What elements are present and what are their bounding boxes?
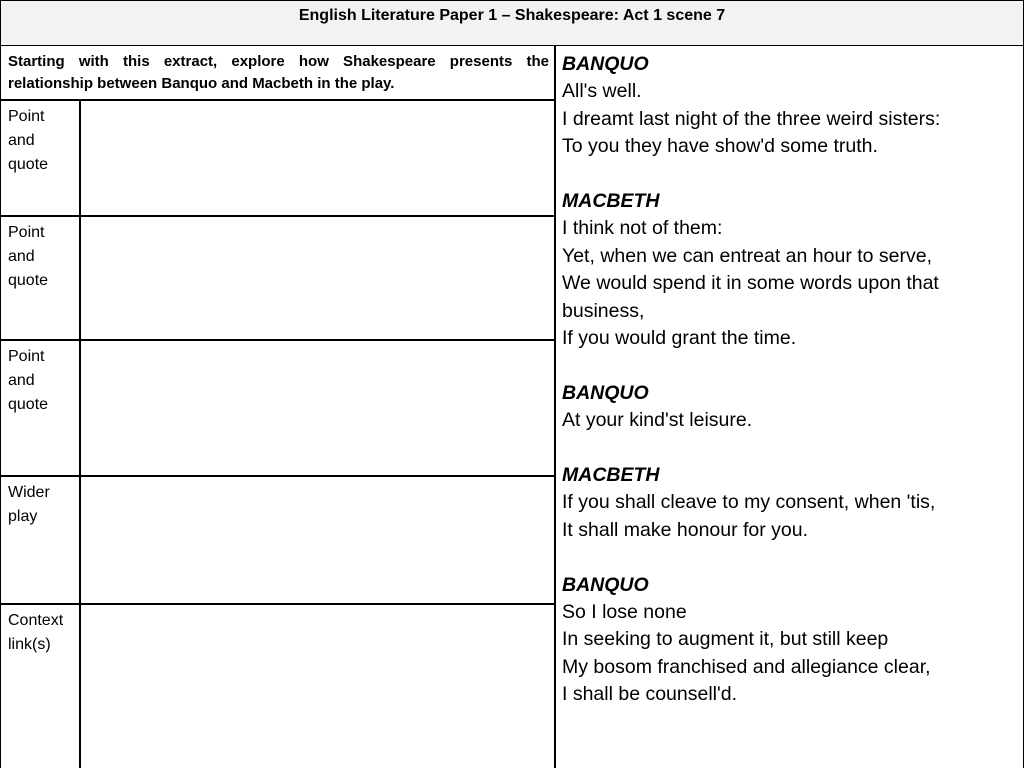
- answer-box[interactable]: [81, 341, 555, 475]
- row-label-line: quote: [8, 272, 49, 289]
- speaker-name: BANQUO: [562, 573, 649, 596]
- row-label: [1, 477, 81, 603]
- answer-box[interactable]: [81, 605, 555, 768]
- row-label-line: and: [8, 372, 35, 389]
- extract-panel: [556, 45, 1024, 768]
- response-column: [0, 45, 556, 768]
- speaker-name: MACBETH: [562, 190, 660, 213]
- extract-line: If you shall cleave to my consent, when 'tis,: [562, 491, 936, 514]
- answer-box[interactable]: [81, 101, 555, 215]
- spacer: [562, 544, 1023, 571]
- answer-box[interactable]: [81, 217, 555, 339]
- row-label-line: Wider: [8, 484, 50, 501]
- extract-line: I shall be counsell'd.: [562, 683, 737, 706]
- response-row-context: [1, 605, 555, 768]
- row-label-line: Point: [8, 224, 45, 241]
- question-prompt: Starting with this extract, explore how Shakespeare presents the relationship between Banquo and Macbeth in the play.: [1, 45, 555, 101]
- response-row-point-2: [1, 217, 555, 341]
- row-label-line: quote: [8, 396, 49, 413]
- extract-line: Yet, when we can entreat an hour to serve,: [562, 244, 933, 267]
- answer-box[interactable]: [81, 477, 555, 603]
- extract-line: I dreamt last night of the three weird sisters:: [562, 107, 941, 130]
- speaker-name: BANQUO: [562, 53, 649, 75]
- row-label: [1, 605, 81, 768]
- extract-line: We would spend it in some words upon that: [562, 272, 939, 295]
- row-label-line: and: [8, 248, 35, 265]
- row-label-line: and: [8, 132, 35, 149]
- extract-line: To you they have show'd some truth.: [562, 135, 878, 158]
- spacer: [562, 435, 1023, 462]
- row-label-line: quote: [8, 156, 49, 173]
- row-label: [1, 101, 81, 215]
- extract-line: At your kind'st leisure.: [562, 409, 753, 432]
- row-label: [1, 217, 81, 339]
- extract-line: I think not of them:: [562, 217, 723, 240]
- row-label-line: Context: [8, 612, 64, 629]
- extract-line: It shall make honour for you.: [562, 518, 809, 541]
- extract-line: My bosom franchised and allegiance clear,: [562, 655, 931, 678]
- speaker-name: MACBETH: [562, 464, 660, 487]
- extract-line: If you would grant the time.: [562, 327, 797, 350]
- row-label-line: Point: [8, 108, 45, 125]
- response-row-point-1: [1, 101, 555, 217]
- spacer: [562, 161, 1023, 188]
- page-title: English Literature Paper 1 – Shakespeare: Act 1 scene 7: [298, 7, 726, 24]
- spacer: [562, 352, 1023, 379]
- row-label-line: play: [8, 508, 38, 525]
- extract-line: In seeking to augment it, but still keep: [562, 628, 889, 651]
- row-label-line: link(s): [8, 636, 51, 653]
- response-row-wider-play: [1, 477, 555, 605]
- response-row-point-3: [1, 341, 555, 477]
- row-label-line: Point: [8, 348, 45, 365]
- extract-line: So I lose none: [562, 601, 687, 624]
- header-bar: [0, 0, 1024, 46]
- row-label: [1, 341, 81, 475]
- extract-line: All's well.: [562, 80, 642, 103]
- speaker-name: BANQUO: [562, 381, 649, 404]
- extract-line: business,: [562, 299, 645, 322]
